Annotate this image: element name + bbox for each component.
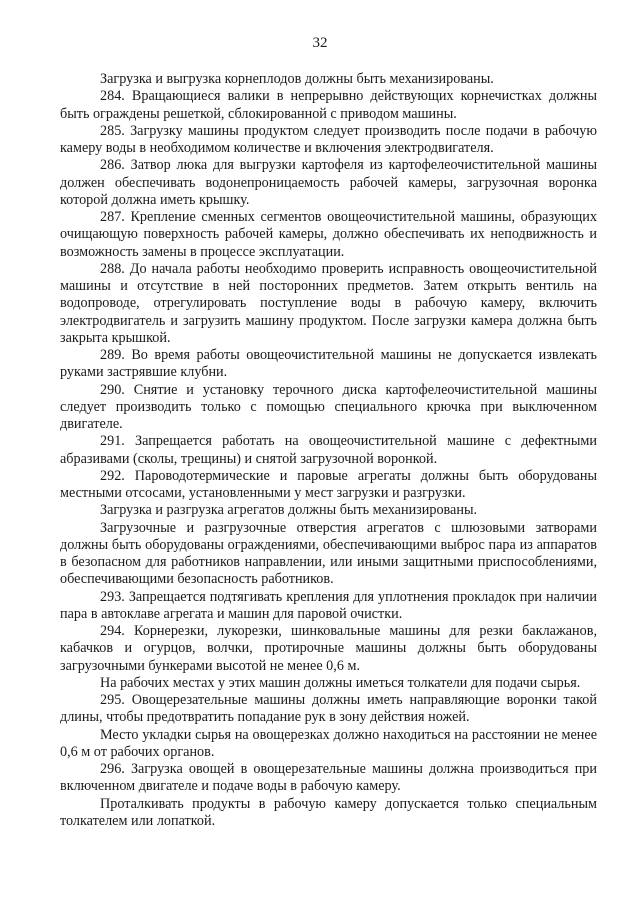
- paragraph-294: 294. Корнерезки, лукорезки, шинковальные машины для резки баклажанов, кабачков и огурцов, волчки, протирочные машины должны быть оборудованы загрузочными бункерами высотой не менее 0,6 м.: [60, 623, 597, 674]
- page-number: 32: [312, 35, 328, 51]
- paragraph-290: 290. Снятие и установку терочного диска картофелеочистительной машины следует производить только с помощью специального крючка при выключенном двигателе.: [60, 381, 597, 432]
- paragraph-296: 296. Загрузка овощей в овощерезательные машины должна производиться при включенном двигателе и подаче воды в рабочую камеру.: [60, 761, 597, 795]
- paragraph-288: 288. До начала работы необходимо проверить исправность овощеочистительной машины и отсутствие в ней посторонних предметов. Затем открыть вентиль на водопроводе, отрегулировать поступление воды в рабочую камеру, включить электродвигатель и загрузить машину продуктом. После загрузки камера должна быть закрыта крышкой.: [60, 260, 597, 346]
- paragraph-285: 285. Загрузку машины продуктом следует производить после подачи в рабочую камеру воды в необходимом количестве и включения электродвигателя.: [60, 122, 597, 156]
- paragraph-293: 293. Запрещается подтягивать крепления для уплотнения прокладок при наличии пара в автоклаве агрегата и машин для паровой очистки.: [60, 588, 597, 622]
- paragraph-284: 284. Вращающиеся валики в непрерывно действующих корнечистках должны быть ограждены решеткой, сблокированной с приводом машины.: [60, 88, 597, 122]
- paragraph-291: 291. Запрещается работать на овощеочистительной машине с дефектными абразивами (сколы, трещины) и снятой загрузочной воронкой.: [60, 433, 597, 467]
- paragraph-295: 295. Овощерезательные машины должны иметь направляющие воронки такой длины, чтобы предотвратить попадание рук в зону действия ножей.: [60, 692, 597, 726]
- paragraph-295-distance: Место укладки сырья на овощерезках должно находиться на расстоянии не менее 0,6 м от рабочих органов.: [60, 726, 597, 760]
- paragraph-289: 289. Во время работы овощеочистительной машины не допускается извлекать руками застрявшие клубни.: [60, 347, 597, 381]
- paragraph-286: 286. Затвор люка для выгрузки картофеля из картофелеочистительной машины должен обеспечивать водонепроницаемость рабочей камеры, загрузочная воронка которой должна иметь крышку.: [60, 157, 597, 208]
- document-body: [60, 71, 597, 830]
- paragraph-287: 287. Крепление сменных сегментов овощеочистительной машины, образующих очищающую поверхность рабочей камеры, должно обеспечивать их неподвижность и возможность замены в процессе эксплуатации.: [60, 209, 597, 260]
- paragraph-294-pushers: На рабочих местах у этих машин должны иметься толкатели для подачи сырья.: [100, 674, 581, 691]
- paragraph-292-openings: Загрузочные и разгрузочные отверстия агрегатов с шлюзовыми затворами должны быть оборудованы ограждениями, обеспечивающими выброс пара из аппаратов в безопасном для работников направлении, или иными защитными приспособлениями, обеспечивающими безопасность работников.: [60, 519, 597, 588]
- paragraph-292-mechanization: Загрузка и разгрузка агрегатов должны быть механизированы.: [100, 502, 478, 519]
- paragraph-292: 292. Пароводотермические и паровые агрегаты должны быть оборудованы местными отсосами, установленными у мест загрузки и разгрузки.: [60, 467, 597, 501]
- paragraph-296-pushing: Проталкивать продукты в рабочую камеру допускается только специальным толкателем или лопаткой.: [60, 795, 597, 829]
- paragraph-intro-root-unloading: Загрузка и выгрузка корнеплодов должны быть механизированы.: [100, 71, 494, 87]
